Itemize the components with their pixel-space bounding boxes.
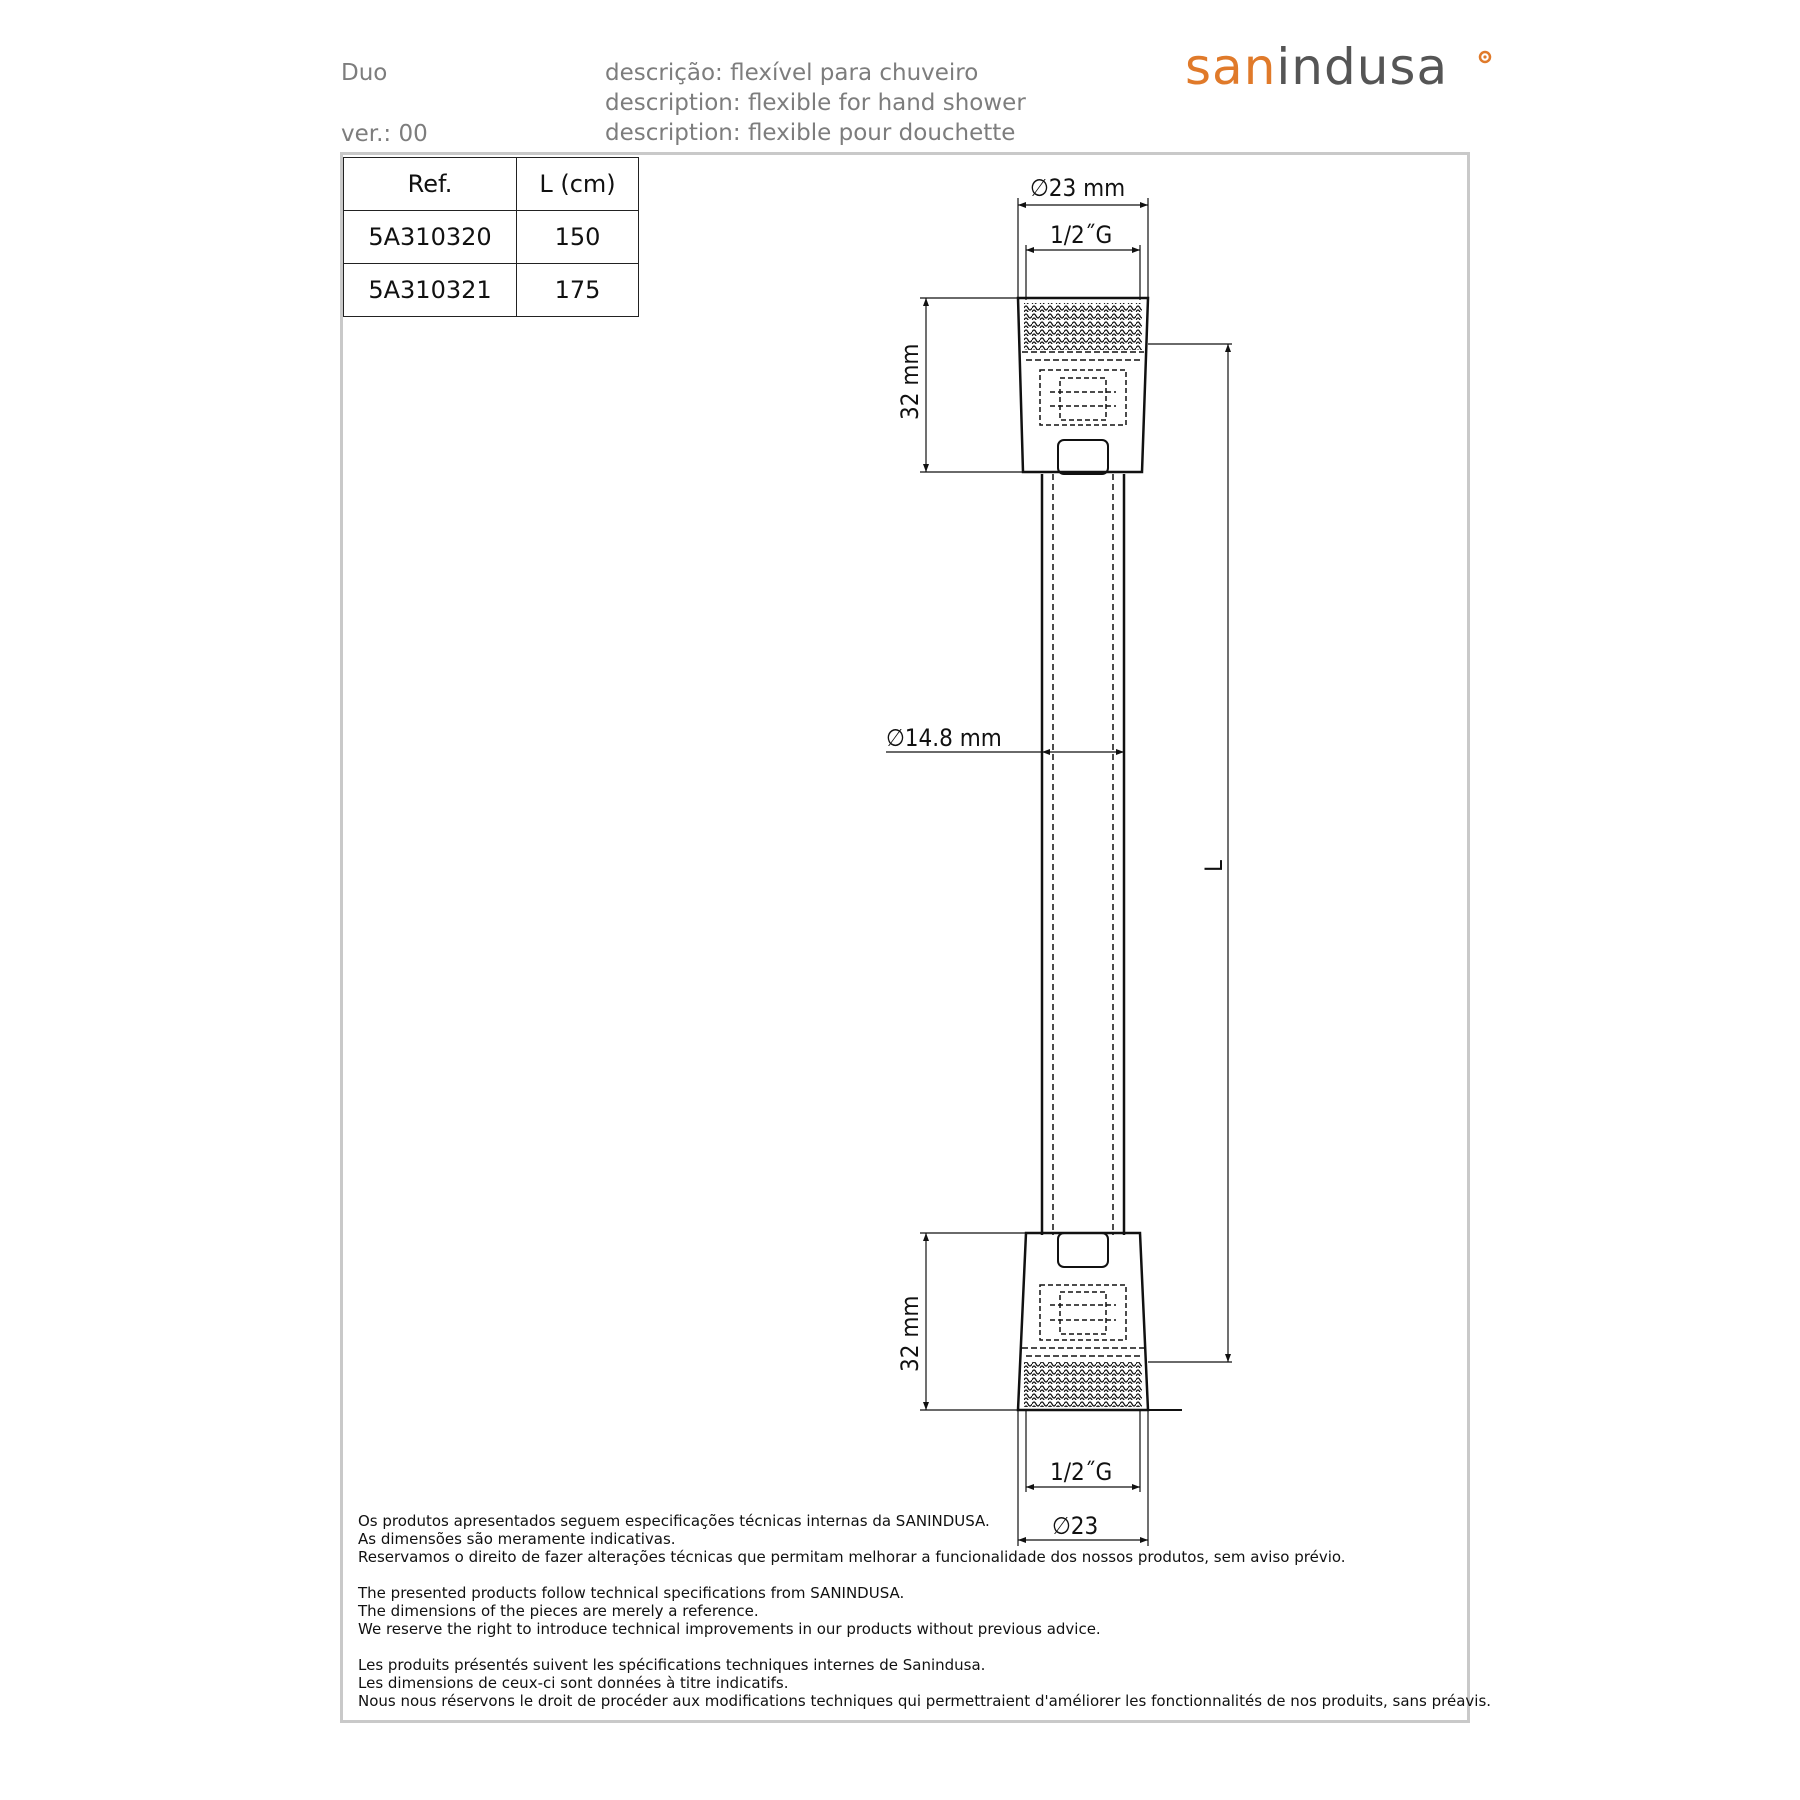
- top-nut: [1018, 298, 1148, 474]
- notes-en: [358, 1584, 1491, 1638]
- dim-top-diameter: ∅23 mm: [1030, 174, 1126, 202]
- notes-pt: [358, 1512, 1491, 1566]
- note-line: As dimensões são meramente indicativas.: [358, 1530, 676, 1548]
- note-line: We reserve the right to introduce technical improvements in our products without previous advice.: [358, 1620, 1101, 1638]
- dim-top-thread: 1/2˝G: [1050, 221, 1113, 249]
- note-line: Nous nous réservons le droit de procéder aux modifications techniques qui permettraient d'améliorer les fonctionnalités de nos produits, sans préavis.: [358, 1692, 1492, 1710]
- description-pt: descrição: flexível para chuveiro: [605, 60, 979, 86]
- dim-bottom-thread: 1/2˝G: [1050, 1458, 1113, 1486]
- table-header-ref: Ref.: [344, 158, 517, 211]
- table-cell-ref: 5A310320: [344, 211, 517, 264]
- dim-length: L: [1200, 859, 1228, 872]
- note-line: Les produits présentés suivent les spécifications techniques internes de Sanindusa.: [358, 1656, 986, 1674]
- description-fr: description: flexible pour douchette: [605, 120, 1016, 146]
- brand-logo-part2: indusa: [1276, 38, 1449, 96]
- dimension-lines: [886, 198, 1232, 1546]
- model-name: Duo: [341, 60, 388, 86]
- note-line: Os produtos apresentados seguem especificações técnicas internas da SANINDUSA.: [358, 1512, 990, 1530]
- note-line: The dimensions of the pieces are merely a reference.: [358, 1602, 759, 1620]
- dim-top-height: 32 mm: [896, 343, 924, 420]
- dim-hose-diameter: ∅14.8 mm: [886, 724, 1002, 752]
- table-cell-length: 150: [517, 211, 639, 264]
- table-cell-ref: 5A310321: [344, 264, 517, 317]
- hose: [1042, 474, 1124, 1235]
- note-line: The presented products follow technical specifications from SANINDUSA.: [358, 1584, 905, 1602]
- dimension-arrows: [923, 202, 1231, 1543]
- version-label: ver.: 00: [341, 121, 428, 147]
- brand-logo-part1: san: [1185, 38, 1277, 96]
- table-header-length: L (cm): [517, 158, 639, 211]
- notes-fr: [358, 1656, 1491, 1710]
- description-en: description: flexible for hand shower: [605, 90, 1026, 116]
- dim-bottom-height: 32 mm: [896, 1295, 924, 1372]
- table-cell-length: 175: [517, 264, 639, 317]
- note-line: Reservamos o direito de fazer alterações técnicas que permitam melhorar a funcionalidade dos nossos produtos, sem aviso prévio.: [358, 1548, 1346, 1566]
- dim-bottom-diameter: ∅23: [1052, 1512, 1099, 1540]
- bottom-nut: [1018, 1233, 1182, 1410]
- disclaimer-notes: [358, 1512, 1491, 1728]
- note-line: Les dimensions de ceux-ci sont données à titre indicatifs.: [358, 1674, 789, 1692]
